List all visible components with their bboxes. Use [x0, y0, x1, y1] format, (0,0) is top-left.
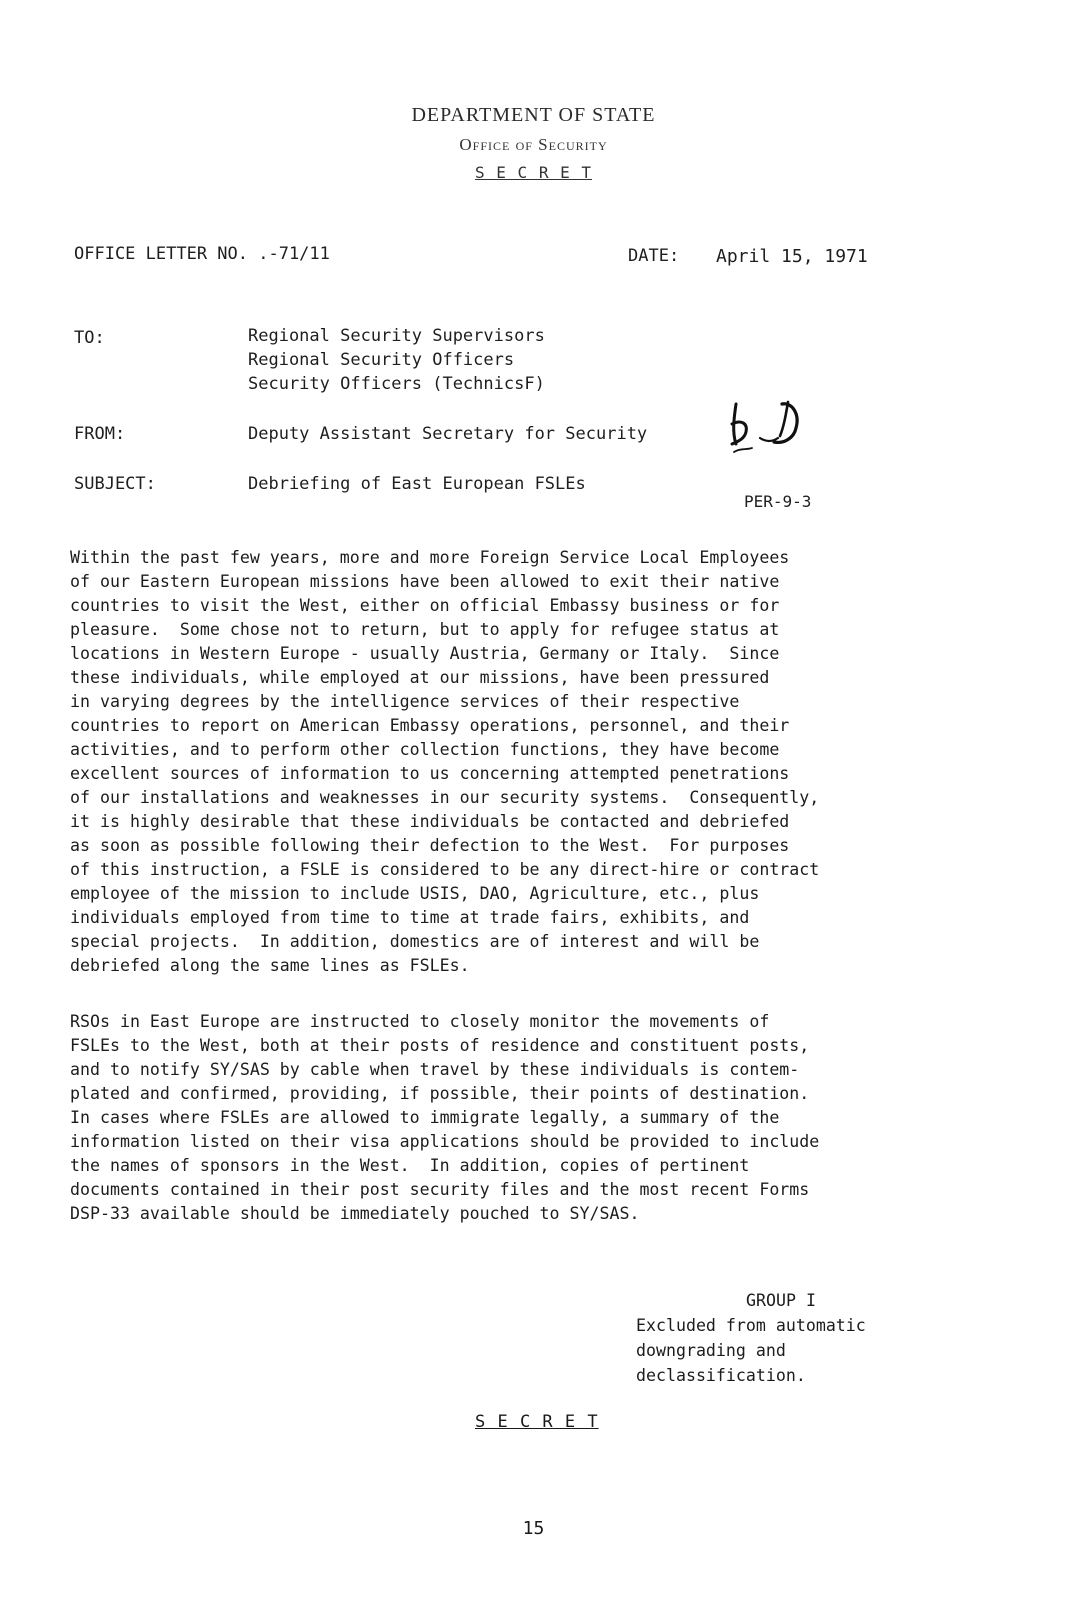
to-recipient: Regional Security Supervisors — [248, 326, 545, 346]
file-reference: PER-9-3 — [744, 492, 812, 511]
from-value: Deputy Assistant Secretary for Security — [248, 424, 648, 444]
from-label: FROM: — [74, 424, 126, 444]
page-number: 15 — [522, 1518, 545, 1539]
group-classification-block — [636, 1288, 866, 1388]
to-recipient: Regional Security Officers — [248, 350, 515, 370]
body-paragraph: Within the past few years, more and more Foreign Service Local Employees of our Eastern European missions have been allowed to exit their native countries to visit the West, either on official Embassy business or for pleasure. Some chose not to return, but to apply for refugee status at locations in Western Europe - usually Austria, Germany or Italy. Since these individuals, while employed at our missions, have been pressured in varying degrees by the intelligence services of their respective countries to report on American Embassy operations, personnel, and their activities, and to perform other collection functions, they have become excellent sources of information to us concerning attempted penetrations of our installations and weaknesses in our security systems. Consequently, it is highly desirable that these individuals be contacted and debriefed as soon as possible following their defection to the West. For purposes of this instruction, a FSLE is considered to be any direct-hire or contract employee of the mission to include USIS, DAO, Agriculture, etc., plus individuals employed from time to time at trade fairs, exhibits, and special projects. In addition, domestics are of interest and will be debriefed along the same lines as FSLEs. — [70, 548, 820, 975]
office-letter-number: .-71/11 — [258, 244, 330, 264]
group-text: Excluded from automatic downgrading and declassification. — [636, 1316, 866, 1385]
classification-header: S E C R E T — [475, 163, 592, 182]
date-value: April 15, 1971 — [716, 246, 868, 267]
to-recipient: Security Officers (TechnicsF) — [248, 374, 545, 394]
handwritten-signature — [726, 398, 806, 462]
office-letter-line — [74, 244, 330, 264]
office-letter-label: OFFICE LETTER NO. — [74, 244, 259, 264]
office-heading: Office of Security — [459, 135, 608, 154]
department-heading: DEPARTMENT OF STATE — [411, 104, 656, 126]
subject-value: Debriefing of East European FSLEs — [248, 474, 586, 494]
body-paragraph: RSOs in East Europe are instructed to closely monitor the movements of FSLEs to the West, both at their posts of residence and constituent posts, and to notify SY/SAS by cable when travel by these individuals is contem- plated and confirmed, providing, if possible, their points of destination. In cases where FSLEs are allowed to immigrate legally, a summary of the information listed on their visa applications should be provided to include the names of sponsors in the West. In addition, copies of pertinent documents contained in their post security files and the most recent Forms DSP-33 available should be immediately pouched to SY/SAS. — [70, 1012, 820, 1223]
date-label: DATE: — [628, 246, 680, 266]
classification-footer: S E C R E T — [475, 1412, 599, 1432]
group-title: GROUP I — [746, 1291, 816, 1310]
subject-label: SUBJECT: — [74, 474, 156, 494]
to-label: TO: — [74, 328, 105, 348]
